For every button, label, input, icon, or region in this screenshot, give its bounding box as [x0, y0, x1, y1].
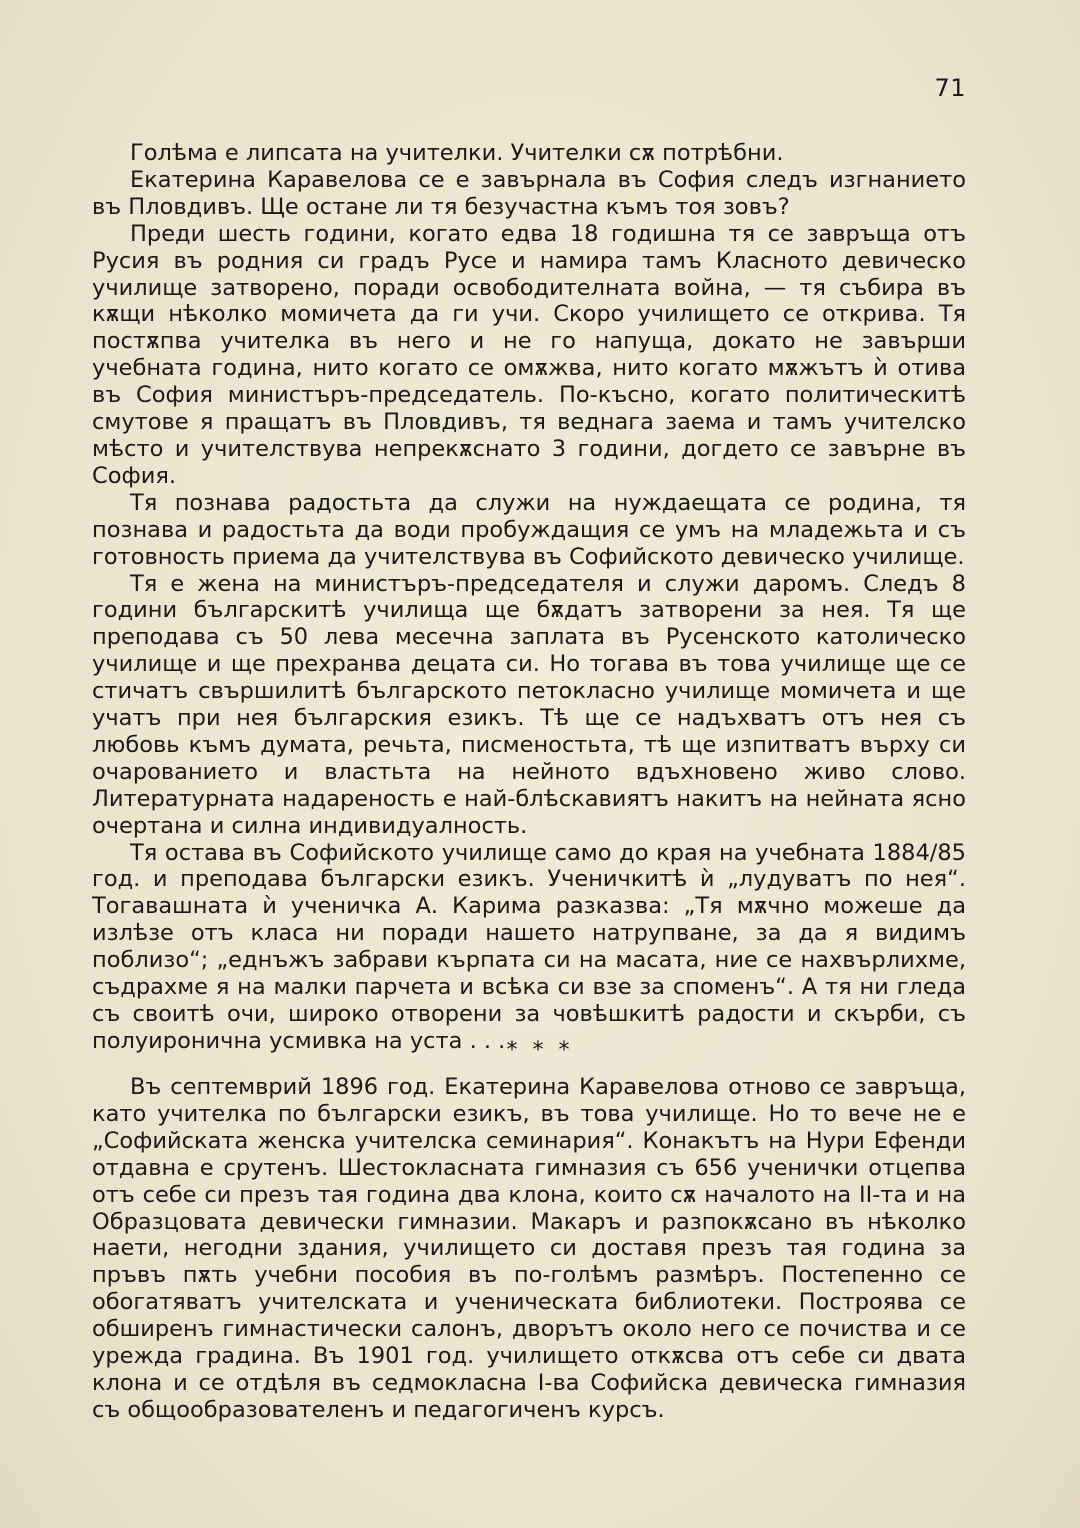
paragraph-2: Екатерина Каравелова се е завърнала въ София следъ изгнанието въ Пловдивъ. Ще остане ли тя безучастна къмъ тоя зовъ?: [92, 166, 966, 220]
paragraph-5: Тя е жена на министъръ-председателя и служи даромъ. Следъ 8 години българскитѣ училища ще бѫдатъ затворени за нея. Тя ще преподава съ 50 лева месечна заплата въ Русенското католическо училище и ще прехранва децата си. Но тогава въ това училище ще се стичатъ свършилитѣ българското петокласно училище момичета и ще учатъ при нея българския езикъ. Тѣ ще се надъхватъ отъ нея съ любовь къмъ думата, речьта, писменостьта, тѣ ще изпитватъ върху си очарованието и властьта на нейното вдъхновено живо слово. Литературната надареность е най-блѣскавиятъ накитъ на нейната ясно очертана и силна индивидуалность.: [92, 570, 966, 839]
closing-text: [92, 1074, 966, 1424]
paragraph-1: Голѣма е липсата на учителки. Учителки сѫ потрѣбни.: [130, 140, 784, 166]
paragraph-4: Тя познава радостьта да служи на нуждаещата се родина, тя познава и радостьта да води пробуждащия се умъ на младежьта и съ готовность приема да учителствува въ Софийското девическо училище.: [92, 489, 966, 570]
main-text: [92, 140, 966, 1055]
paragraph-3: Преди шесть години, когато едва 18 годишна тя се завръща отъ Русия въ родния си градъ Русе и намира тамъ Класното девическо училище затворено, поради освободителната война, — тя събира въ кѫщи нѣколко момичета да ги учи. Скоро училището се открива. Тя постѫпва учителка въ него и не го напуща, докато не завърши учебната година, нито когато се омѫжва, нито когато мѫжътъ ѝ отива въ София министъръ-председатель. По-късно, когато политическитѣ смутове я пращатъ въ Пловдивъ, тя веднага заема и тамъ учителско мѣсто и учителствува непрекѫснато 3 години, догдето се завърне въ София.: [92, 220, 966, 489]
asterism: * * *: [506, 1038, 574, 1063]
closing-paragraph: Въ септемврий 1896 год. Екатерина Каравелова отново се завръща, като учителка по български езикъ, въ това училище. Но то вече не е „Софийската женска учителска семинария“. Конакътъ на Нури Ефенди отдавна е срутенъ. Шестокласната гимназия съ 656 ученички отцепва отъ себе си презъ тая година два клона, които сѫ началото на II-та и на Образцовата девически гимназии. Макаръ и разпокѫсано въ нѣколко наети, негодни здания, училището си доставя презъ тая година за пръвъ пѫть учебни пособия въ по-голѣмъ размѣръ. Постепенно се обогатяватъ учителската и ученическата библиотеки. Построява се обширенъ гимнастически салонъ, дворътъ около него се почиства и се урежда градина. Въ 1901 год. училището откѫсва отъ себе си двата клона и се отдѣля въ седмокласна I-ва Софийска девическа гимназия съ общообразователенъ и педагогиченъ курсъ.: [92, 1074, 966, 1423]
page-number: 71: [934, 74, 966, 102]
section-separator: [0, 1040, 1080, 1062]
paragraph-6: Тя остава въ Софийското училище само до края на учебната 1884/85 год. и преподава български езикъ. Ученичкитѣ ѝ „лудуватъ по нея“. Тогавашната ѝ ученичка А. Карима разказва: „Тя мѫчно можеше да излѣзе отъ класа ни поради нашето натрупване, за да я видимъ поблизо“; „еднъжъ забрави кърпата си на масата, ние се нахвърлихме, съдрахме я на малки парчета и всѣка си взе за споменъ“. А тя ни гледа съ своитѣ очи, широко отворени за човѣшкитѣ радости и скърби, съ полуиронична усмивка на уста . . .: [92, 839, 966, 1054]
